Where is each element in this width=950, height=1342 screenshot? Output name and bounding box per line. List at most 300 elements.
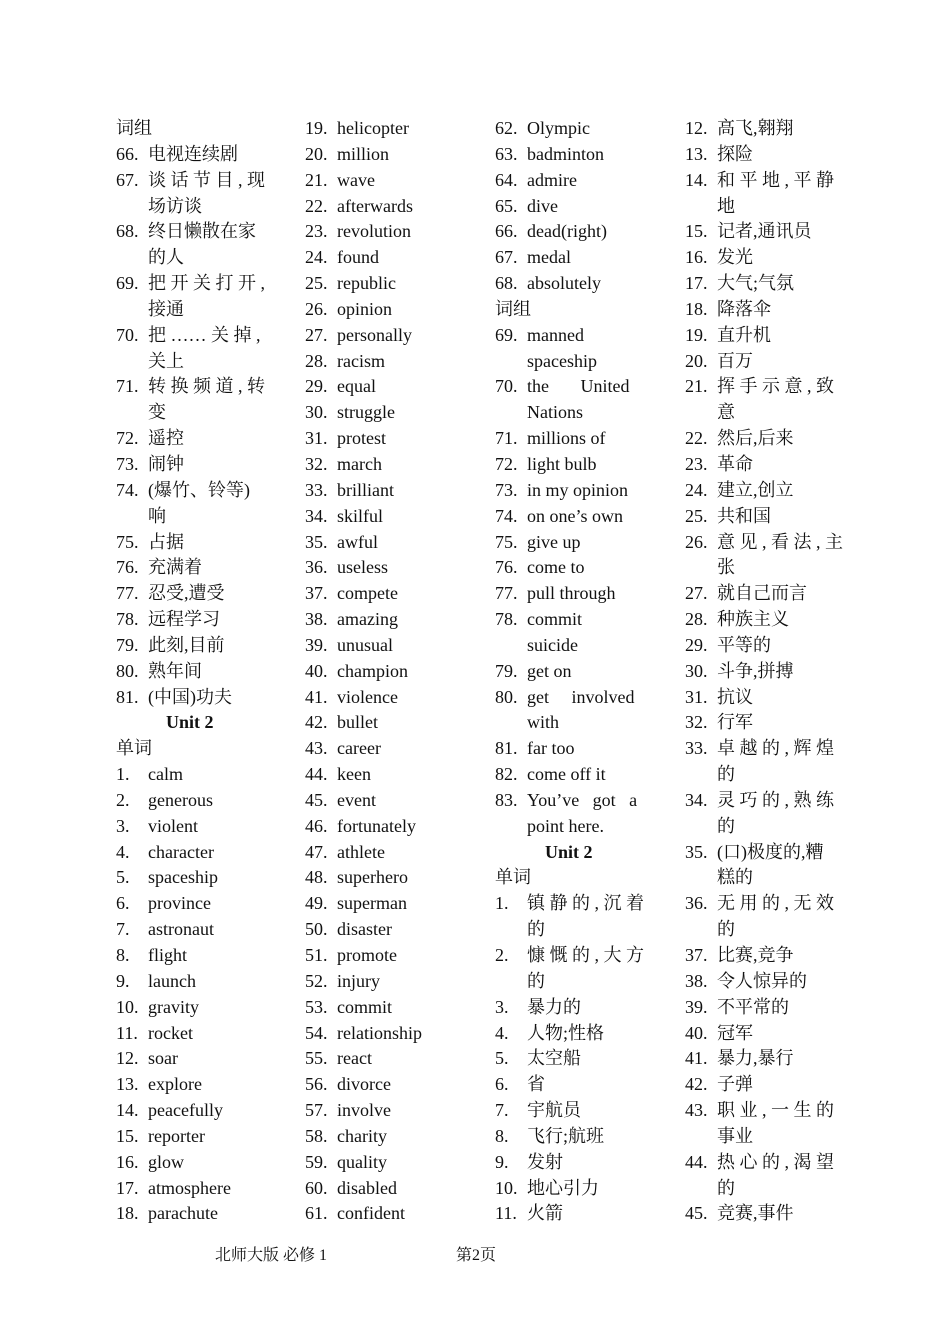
entry-text: glow — [148, 1151, 184, 1172]
entry-number: 41. — [685, 1048, 708, 1069]
vocab-entry — [305, 530, 465, 556]
entry-number: 3. — [495, 996, 509, 1017]
entry-number: 37. — [305, 583, 328, 604]
entry-text: 共和国 — [717, 505, 771, 526]
entry-text: opinion — [337, 298, 393, 319]
vocab-entry — [305, 219, 465, 245]
entry-number: 44. — [685, 1151, 708, 1172]
entry-text: superman — [337, 893, 407, 914]
vocab-entry — [305, 969, 465, 995]
vocab-entry — [685, 349, 845, 375]
vocab-entry — [495, 891, 655, 917]
vocab-entry — [305, 349, 465, 375]
section-heading: 词组 — [495, 298, 531, 319]
entry-number: 38. — [305, 609, 328, 630]
entry-text: compete — [337, 583, 398, 604]
entry-text: 终日懒散在家 — [148, 221, 256, 242]
entry-number: 17. — [685, 273, 708, 294]
entry-text: champion — [337, 660, 408, 681]
vocab-entry — [305, 633, 465, 659]
vocab-entry — [495, 1201, 655, 1227]
entry-text: the United — [527, 376, 630, 397]
vocab-entry — [116, 452, 286, 478]
unit-title: Unit 2 — [166, 712, 214, 733]
entry-number: 29. — [305, 376, 328, 397]
entry-number: 21. — [305, 169, 328, 190]
entry-text: 斗争,拼搏 — [717, 660, 794, 681]
vocab-entry — [116, 142, 286, 168]
entry-text: 的 — [717, 815, 735, 836]
entry-text: 镇 静 的 , 沉 着 — [527, 893, 644, 914]
entry-text: violence — [337, 686, 398, 707]
entry-text: bullet — [337, 712, 378, 733]
entry-text: 探险 — [717, 143, 753, 164]
entry-number: 71. — [116, 376, 139, 397]
entry-text: event — [337, 789, 376, 810]
vocab-entry — [116, 891, 286, 917]
entry-number: 79. — [495, 660, 518, 681]
entry-text: 事业 — [717, 1125, 753, 1146]
vocab-entry — [495, 943, 655, 969]
vocab-entry — [305, 607, 465, 633]
entry-text: spaceship — [148, 867, 218, 888]
entry-number: 65. — [495, 195, 518, 216]
entry-number: 39. — [685, 996, 708, 1017]
entry-text: badminton — [527, 143, 604, 164]
entry-text: 宇航员 — [527, 1100, 581, 1121]
vocab-entry — [116, 323, 286, 349]
vocab-entry — [305, 1046, 465, 1072]
entry-text: 张 — [717, 557, 735, 578]
entry-text: 革命 — [717, 453, 753, 474]
entry-text: 忍受,遭受 — [148, 583, 225, 604]
entry-text: spaceship — [527, 350, 597, 371]
vocab-entry — [495, 245, 655, 271]
vocab-entry — [495, 168, 655, 194]
vocab-entry — [495, 452, 655, 478]
entry-text: 意 见 , 看 法 , 主 — [717, 531, 843, 552]
vocab-entry — [685, 633, 845, 659]
entry-text: get involved — [527, 686, 635, 707]
entry-number: 31. — [685, 686, 708, 707]
vocab-entry — [685, 710, 845, 736]
vocab-entry — [685, 116, 845, 142]
vocab-entry — [685, 840, 845, 866]
vocab-entry — [685, 323, 845, 349]
entry-text: parachute — [148, 1203, 218, 1224]
entry-text: 飞行;航班 — [527, 1125, 605, 1146]
entry-text: admire — [527, 169, 577, 190]
vocab-entry — [685, 891, 845, 917]
entry-text: charity — [337, 1125, 387, 1146]
entry-text: react — [337, 1048, 372, 1069]
entry-number: 33. — [685, 738, 708, 759]
entry-number: 55. — [305, 1048, 328, 1069]
entry-number: 7. — [495, 1100, 509, 1121]
vocab-entry — [116, 426, 286, 452]
entry-text: involve — [337, 1100, 391, 1121]
entry-text: light bulb — [527, 453, 597, 474]
entry-number: 13. — [116, 1074, 139, 1095]
entry-text: (口)极度的,糟 — [717, 841, 824, 862]
vocab-entry — [685, 659, 845, 685]
entry-text: amazing — [337, 609, 398, 630]
entry-text: 把 开 关 打 开 , — [148, 273, 265, 294]
entry-number: 56. — [305, 1074, 328, 1095]
entry-text: disaster — [337, 919, 392, 940]
entry-number: 81. — [495, 738, 518, 759]
entry-number: 68. — [116, 221, 139, 242]
vocab-entry — [116, 168, 286, 194]
entry-number: 5. — [116, 867, 130, 888]
vocab-entry — [495, 1072, 655, 1098]
vocab-entry — [305, 478, 465, 504]
vocab-entry-continuation — [685, 1176, 845, 1202]
entry-text: 热 心 的 , 渴 望 — [717, 1151, 834, 1172]
entry-text: revolution — [337, 221, 411, 242]
vocab-entry-continuation — [116, 400, 286, 426]
entry-text: peacefully — [148, 1100, 223, 1121]
vocab-entry — [116, 1072, 286, 1098]
vocab-entry — [116, 581, 286, 607]
entry-text: 百万 — [717, 350, 753, 371]
entry-text: 地 — [717, 195, 735, 216]
entry-text: unusual — [337, 634, 393, 655]
entry-number: 79. — [116, 634, 139, 655]
vocab-entry-continuation — [685, 194, 845, 220]
vocab-entry — [495, 607, 655, 633]
vocab-entry — [305, 736, 465, 762]
vocab-entry — [685, 297, 845, 323]
entry-text: You’ve got a — [527, 789, 638, 810]
entry-number: 10. — [116, 996, 139, 1017]
entry-number: 58. — [305, 1125, 328, 1146]
vocab-entry-continuation — [495, 710, 655, 736]
entry-number: 35. — [685, 841, 708, 862]
vocab-entry-continuation — [495, 814, 655, 840]
entry-text: point here. — [527, 815, 604, 836]
entry-number: 80. — [495, 686, 518, 707]
entry-text: useless — [337, 557, 388, 578]
entry-text: come off it — [527, 764, 606, 785]
entry-number: 54. — [305, 1022, 328, 1043]
entry-number: 66. — [116, 143, 139, 164]
vocab-entry — [116, 840, 286, 866]
entry-text: 把 …… 关 掉 , — [148, 324, 261, 345]
vocab-entry — [305, 762, 465, 788]
entry-text: 人物;性格 — [527, 1022, 605, 1043]
vocab-entry-continuation — [495, 400, 655, 426]
entry-text: equal — [337, 376, 376, 397]
entry-text: absolutely — [527, 273, 601, 294]
vocab-entry — [495, 788, 655, 814]
vocab-entry — [305, 426, 465, 452]
vocab-entry — [116, 788, 286, 814]
entry-number: 67. — [495, 247, 518, 268]
vocab-entry — [495, 1150, 655, 1176]
vocab-entry — [116, 1098, 286, 1124]
entry-text: 远程学习 — [148, 609, 220, 630]
vocab-entry — [685, 271, 845, 297]
entry-number: 8. — [116, 945, 130, 965]
vocab-entry — [305, 685, 465, 711]
entry-number: 45. — [685, 1203, 708, 1224]
vocab-entry — [495, 271, 655, 297]
vocab-entry-continuation — [685, 917, 845, 943]
section-heading: 词组 — [116, 118, 152, 138]
section-heading: 单词 — [495, 867, 531, 888]
entry-text: fortunately — [337, 815, 416, 836]
vocab-entry — [116, 1201, 286, 1227]
entry-number: 44. — [305, 764, 328, 785]
entry-number: 63. — [495, 143, 518, 164]
entry-text: 和 平 地 , 平 静 — [717, 169, 834, 190]
entry-text: gravity — [148, 996, 199, 1017]
vocab-entry — [116, 685, 286, 711]
vocab-entry — [495, 1021, 655, 1047]
entry-number: 4. — [495, 1022, 509, 1043]
vocab-entry — [685, 374, 845, 400]
entry-text: 令人惊异的 — [717, 970, 807, 991]
vocab-entry — [116, 374, 286, 400]
vocab-entry — [685, 607, 845, 633]
entry-text: rocket — [148, 1022, 193, 1043]
entry-number: 14. — [685, 169, 708, 190]
entry-text: dive — [527, 195, 558, 216]
vocab-entry — [685, 788, 845, 814]
entry-number: 73. — [495, 479, 518, 500]
vocab-entry-continuation — [116, 349, 286, 375]
vocab-entry — [116, 555, 286, 581]
vocab-entry — [495, 555, 655, 581]
vocab-entry — [495, 478, 655, 504]
entry-text: march — [337, 453, 382, 474]
entry-number: 43. — [685, 1100, 708, 1121]
entry-text: on one’s own — [527, 505, 623, 526]
entry-number: 22. — [305, 195, 328, 216]
entry-text: 直升机 — [717, 324, 771, 345]
entry-number: 17. — [116, 1177, 139, 1198]
vocab-entry — [116, 271, 286, 297]
entry-text: 占据 — [148, 531, 184, 552]
vocab-entry-continuation — [685, 555, 845, 581]
vocab-entry — [685, 426, 845, 452]
entry-text: disabled — [337, 1177, 397, 1198]
entry-number: 4. — [116, 841, 130, 862]
entry-number: 62. — [495, 118, 518, 138]
entry-number: 35. — [305, 531, 328, 552]
vocab-entry — [685, 1072, 845, 1098]
entry-text: 闹钟 — [148, 453, 184, 474]
vocab-entry — [305, 555, 465, 581]
vocab-entry — [305, 891, 465, 917]
entry-number: 5. — [495, 1048, 509, 1069]
entry-number: 53. — [305, 996, 328, 1017]
vocab-entry — [305, 452, 465, 478]
entry-number: 36. — [305, 557, 328, 578]
entry-number: 6. — [116, 893, 130, 914]
entry-text: explore — [148, 1074, 202, 1095]
entry-text: injury — [337, 970, 380, 991]
entry-text: pull through — [527, 583, 616, 604]
entry-text: 行军 — [717, 712, 753, 733]
footer-page-number: 第2页 — [456, 1247, 497, 1264]
entry-text: 糕的 — [717, 867, 753, 888]
entry-number: 41. — [305, 686, 328, 707]
unit-title: Unit 2 — [545, 841, 593, 862]
entry-text: afterwards — [337, 195, 413, 216]
entry-number: 78. — [495, 609, 518, 630]
entry-number: 28. — [305, 350, 328, 371]
entry-number: 75. — [495, 531, 518, 552]
entry-number: 27. — [685, 583, 708, 604]
entry-text: struggle — [337, 402, 395, 423]
vocab-entry — [495, 219, 655, 245]
entry-text: character — [148, 841, 214, 862]
vocab-entry — [685, 219, 845, 245]
entry-number: 25. — [305, 273, 328, 294]
vocab-entry-continuation — [116, 297, 286, 323]
vocab-entry — [305, 504, 465, 530]
entry-number: 22. — [685, 428, 708, 449]
entry-text: 省 — [527, 1074, 545, 1095]
vocab-entry — [116, 1046, 286, 1072]
entry-number: 31. — [305, 428, 328, 449]
entry-number: 2. — [495, 945, 509, 965]
entry-text: 接通 — [148, 298, 184, 319]
vocab-entry-continuation — [685, 762, 845, 788]
entry-text: launch — [148, 970, 196, 991]
vocab-entry — [305, 814, 465, 840]
entry-number: 9. — [116, 970, 130, 991]
entry-text: 卓 越 的 , 辉 煌 — [717, 738, 834, 759]
entry-number: 29. — [685, 634, 708, 655]
entry-text: keen — [337, 764, 371, 785]
vocab-entry — [305, 116, 465, 142]
entry-number: 18. — [116, 1203, 139, 1224]
entry-number: 60. — [305, 1177, 328, 1198]
vocab-entry — [495, 323, 655, 349]
entry-number: 77. — [495, 583, 518, 604]
vocab-entry — [305, 917, 465, 943]
entry-text: wave — [337, 169, 375, 190]
vocab-entry — [685, 736, 845, 762]
entry-text: medal — [527, 247, 571, 268]
entry-number: 76. — [116, 557, 139, 578]
entry-text: 职 业 , 一 生 的 — [717, 1100, 834, 1121]
vocab-entry — [685, 168, 845, 194]
entry-number: 61. — [305, 1203, 328, 1224]
entry-text: million — [337, 143, 390, 164]
entry-text: 暴力的 — [527, 996, 581, 1017]
entry-number: 67. — [116, 169, 139, 190]
entry-number: 46. — [305, 815, 328, 836]
entry-number: 81. — [116, 686, 139, 707]
entry-number: 69. — [116, 273, 139, 294]
entry-number: 6. — [495, 1074, 509, 1095]
entry-number: 7. — [116, 919, 130, 940]
entry-text: 遥控 — [148, 428, 184, 449]
entry-text: 记者,通讯员 — [717, 221, 812, 242]
entry-text: racism — [337, 350, 385, 371]
entry-text: 意 — [717, 402, 735, 423]
vocab-entry-continuation — [495, 917, 655, 943]
entry-number: 3. — [116, 815, 130, 836]
entry-text: violent — [148, 815, 198, 836]
entry-text: 的 — [717, 1177, 735, 1198]
entry-text: 的 — [527, 919, 545, 940]
entry-text: with — [527, 712, 560, 733]
vocab-entry — [685, 452, 845, 478]
entry-text: Olympic — [527, 118, 590, 138]
entry-number: 73. — [116, 453, 139, 474]
entry-text: 然后,后来 — [717, 428, 794, 449]
entry-number: 24. — [685, 479, 708, 500]
entry-text: superhero — [337, 867, 408, 888]
entry-text: 慷 慨 的 , 大 方 — [527, 945, 644, 965]
entry-text: awful — [337, 531, 378, 552]
entry-number: 39. — [305, 634, 328, 655]
entry-text: millions of — [527, 428, 606, 449]
entry-number: 32. — [685, 712, 708, 733]
vocab-entry — [116, 607, 286, 633]
entry-text: atmosphere — [148, 1177, 231, 1198]
entry-text: 高飞,翱翔 — [717, 118, 794, 138]
entry-number: 11. — [116, 1022, 138, 1043]
vocab-entry — [116, 814, 286, 840]
vocab-entry-continuation — [116, 194, 286, 220]
entry-number: 16. — [116, 1151, 139, 1172]
vocab-column-3 — [495, 116, 655, 1227]
vocab-entry — [116, 478, 286, 504]
vocab-entry — [495, 659, 655, 685]
entry-text: promote — [337, 945, 397, 965]
entry-text: career — [337, 738, 381, 759]
entry-number: 45. — [305, 789, 328, 810]
entry-number: 51. — [305, 945, 328, 965]
vocab-entry — [305, 1150, 465, 1176]
vocab-entry-continuation — [495, 349, 655, 375]
entry-text: 的人 — [148, 247, 184, 268]
vocab-entry — [116, 1021, 286, 1047]
entry-number: 48. — [305, 867, 328, 888]
vocab-entry — [305, 1098, 465, 1124]
entry-number: 27. — [305, 324, 328, 345]
vocab-entry — [495, 1046, 655, 1072]
entry-text: divorce — [337, 1074, 391, 1095]
footer-edition: 北师大版 必修 1 — [215, 1247, 328, 1264]
vocab-entry — [116, 762, 286, 788]
entry-text: 暴力,暴行 — [717, 1048, 794, 1069]
vocab-entry — [685, 1021, 845, 1047]
entry-text: 不平常的 — [717, 996, 789, 1017]
vocab-entry-continuation — [495, 969, 655, 995]
entry-number: 34. — [685, 789, 708, 810]
entry-number: 14. — [116, 1100, 139, 1121]
entry-text: 抗议 — [717, 686, 753, 707]
entry-number: 49. — [305, 893, 328, 914]
entry-number: 13. — [685, 143, 708, 164]
entry-number: 47. — [305, 841, 328, 862]
entry-number: 8. — [495, 1125, 509, 1146]
vocab-entry — [495, 116, 655, 142]
entry-text: 太空船 — [527, 1048, 581, 1069]
entry-number: 66. — [495, 221, 518, 242]
entry-number: 12. — [685, 118, 708, 138]
vocab-entry — [495, 1124, 655, 1150]
entry-text: 场访谈 — [148, 195, 202, 216]
vocab-entry — [305, 297, 465, 323]
